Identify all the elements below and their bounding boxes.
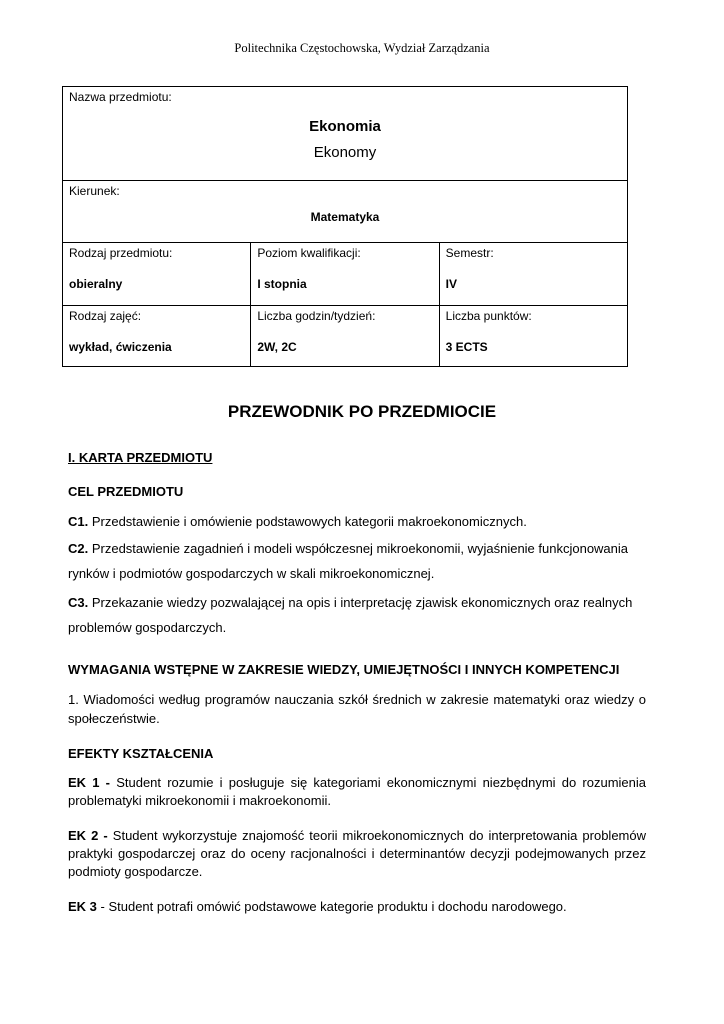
classes-label: Rodzaj zajęć: <box>69 309 142 323</box>
requirements-heading: WYMAGANIA WSTĘPNE W ZAKRESIE WIEDZY, UMIEJĘTNOŚCI I INNYCH KOMPETENCJI <box>68 662 620 677</box>
points-value: 3 ECTS <box>445 340 488 354</box>
course-info-table <box>62 86 628 367</box>
points-label: Liczba punktów: <box>445 309 532 323</box>
outcome-ek1 <box>68 774 646 810</box>
page-header: Politechnika Częstochowska, Wydział Zarządzania <box>234 41 490 55</box>
semester-cell <box>439 243 627 306</box>
table-row <box>63 306 628 367</box>
level-cell <box>251 243 439 306</box>
goal-c3 <box>68 595 646 635</box>
hours-value: 2W, 2C <box>257 340 297 354</box>
level-value: I stopnia <box>257 277 307 291</box>
goal-heading: CEL PRZEDMIOTU <box>68 484 184 499</box>
semester-label: Semestr: <box>445 246 494 260</box>
table-row <box>63 87 628 181</box>
outcome-ek3 <box>68 899 646 914</box>
goal-c2 <box>68 541 646 581</box>
goal-text: problemów gospodarczych. <box>68 620 227 635</box>
type-label: Rodzaj przedmiotu: <box>69 246 173 260</box>
outcomes-heading: EFEKTY KSZTAŁCENIA <box>68 746 214 761</box>
outcome-code: EK 2 - <box>68 828 108 843</box>
goal-text: Przedstawienie zagadnień i modeli współczesnej mikroekonomii, wyjaśnienie funkcjonowania <box>88 541 629 556</box>
outcome-text: - Student potrafi omówić podstawowe kategorie produktu i dochodu narodowego. <box>96 899 567 914</box>
table-row <box>63 181 628 243</box>
outcome-code: EK 3 <box>68 899 97 914</box>
type-cell <box>63 243 251 306</box>
field-label: Kierunek: <box>69 184 120 198</box>
classes-cell <box>63 306 251 367</box>
outcome-text: Student wykorzystuje znajomość teorii mikroekonomicznych do interpretowania problemów praktyki gospodarczej oraz do oceny racjonalności i determinantów decyzji podejmowanych przez podmioty gospodarcze. <box>68 828 646 879</box>
outcome-code: EK 1 - <box>68 775 111 790</box>
subject-name-cell <box>63 87 628 181</box>
goal-code: C1. <box>68 514 89 529</box>
level-label: Poziom kwalifikacji: <box>257 246 361 260</box>
hours-cell <box>251 306 439 367</box>
table-row <box>63 243 628 306</box>
field-value: Matematyka <box>310 210 380 224</box>
goal-code: C2. <box>68 541 89 556</box>
section-heading-karta: I. KARTA PRZEDMIOTU <box>68 450 213 465</box>
subject-name-label: Nazwa przedmiotu: <box>69 90 172 104</box>
field-cell <box>63 181 628 243</box>
type-value: obieralny <box>69 277 123 291</box>
goal-text: Przedstawienie i omówienie podstawowych kategorii makroekonomicznych. <box>88 514 527 529</box>
subject-name-pl: Ekonomia <box>309 118 381 135</box>
subject-name-en: Ekonomy <box>313 144 377 161</box>
points-cell <box>439 306 627 367</box>
requirements-item: 1. Wiadomości według programów nauczania szkół średnich w zakresie matematyki oraz wiedzy o społeczeństwie. <box>68 692 646 726</box>
outcome-ek2 <box>68 827 646 881</box>
goal-text: rynków i podmiotów gospodarczych w skali mikroekonomicznej. <box>68 566 435 581</box>
goal-c1 <box>68 514 646 529</box>
outcome-text: Student rozumie i posługuje się kategoriami ekonomicznymi niezbędnymi do rozumienia problematyki mikroekonomii i makroekonomii. <box>68 775 646 808</box>
hours-label: Liczba godzin/tydzień: <box>257 309 376 323</box>
goal-code: C3. <box>68 595 89 610</box>
classes-value: wykład, ćwiczenia <box>69 340 172 354</box>
semester-value: IV <box>445 277 457 291</box>
document-title: PRZEWODNIK PO PRZEDMIOCIE <box>227 402 497 421</box>
goal-text: Przekazanie wiedzy pozwalającej na opis i interpretację zjawisk ekonomicznych oraz realnych <box>88 595 633 610</box>
